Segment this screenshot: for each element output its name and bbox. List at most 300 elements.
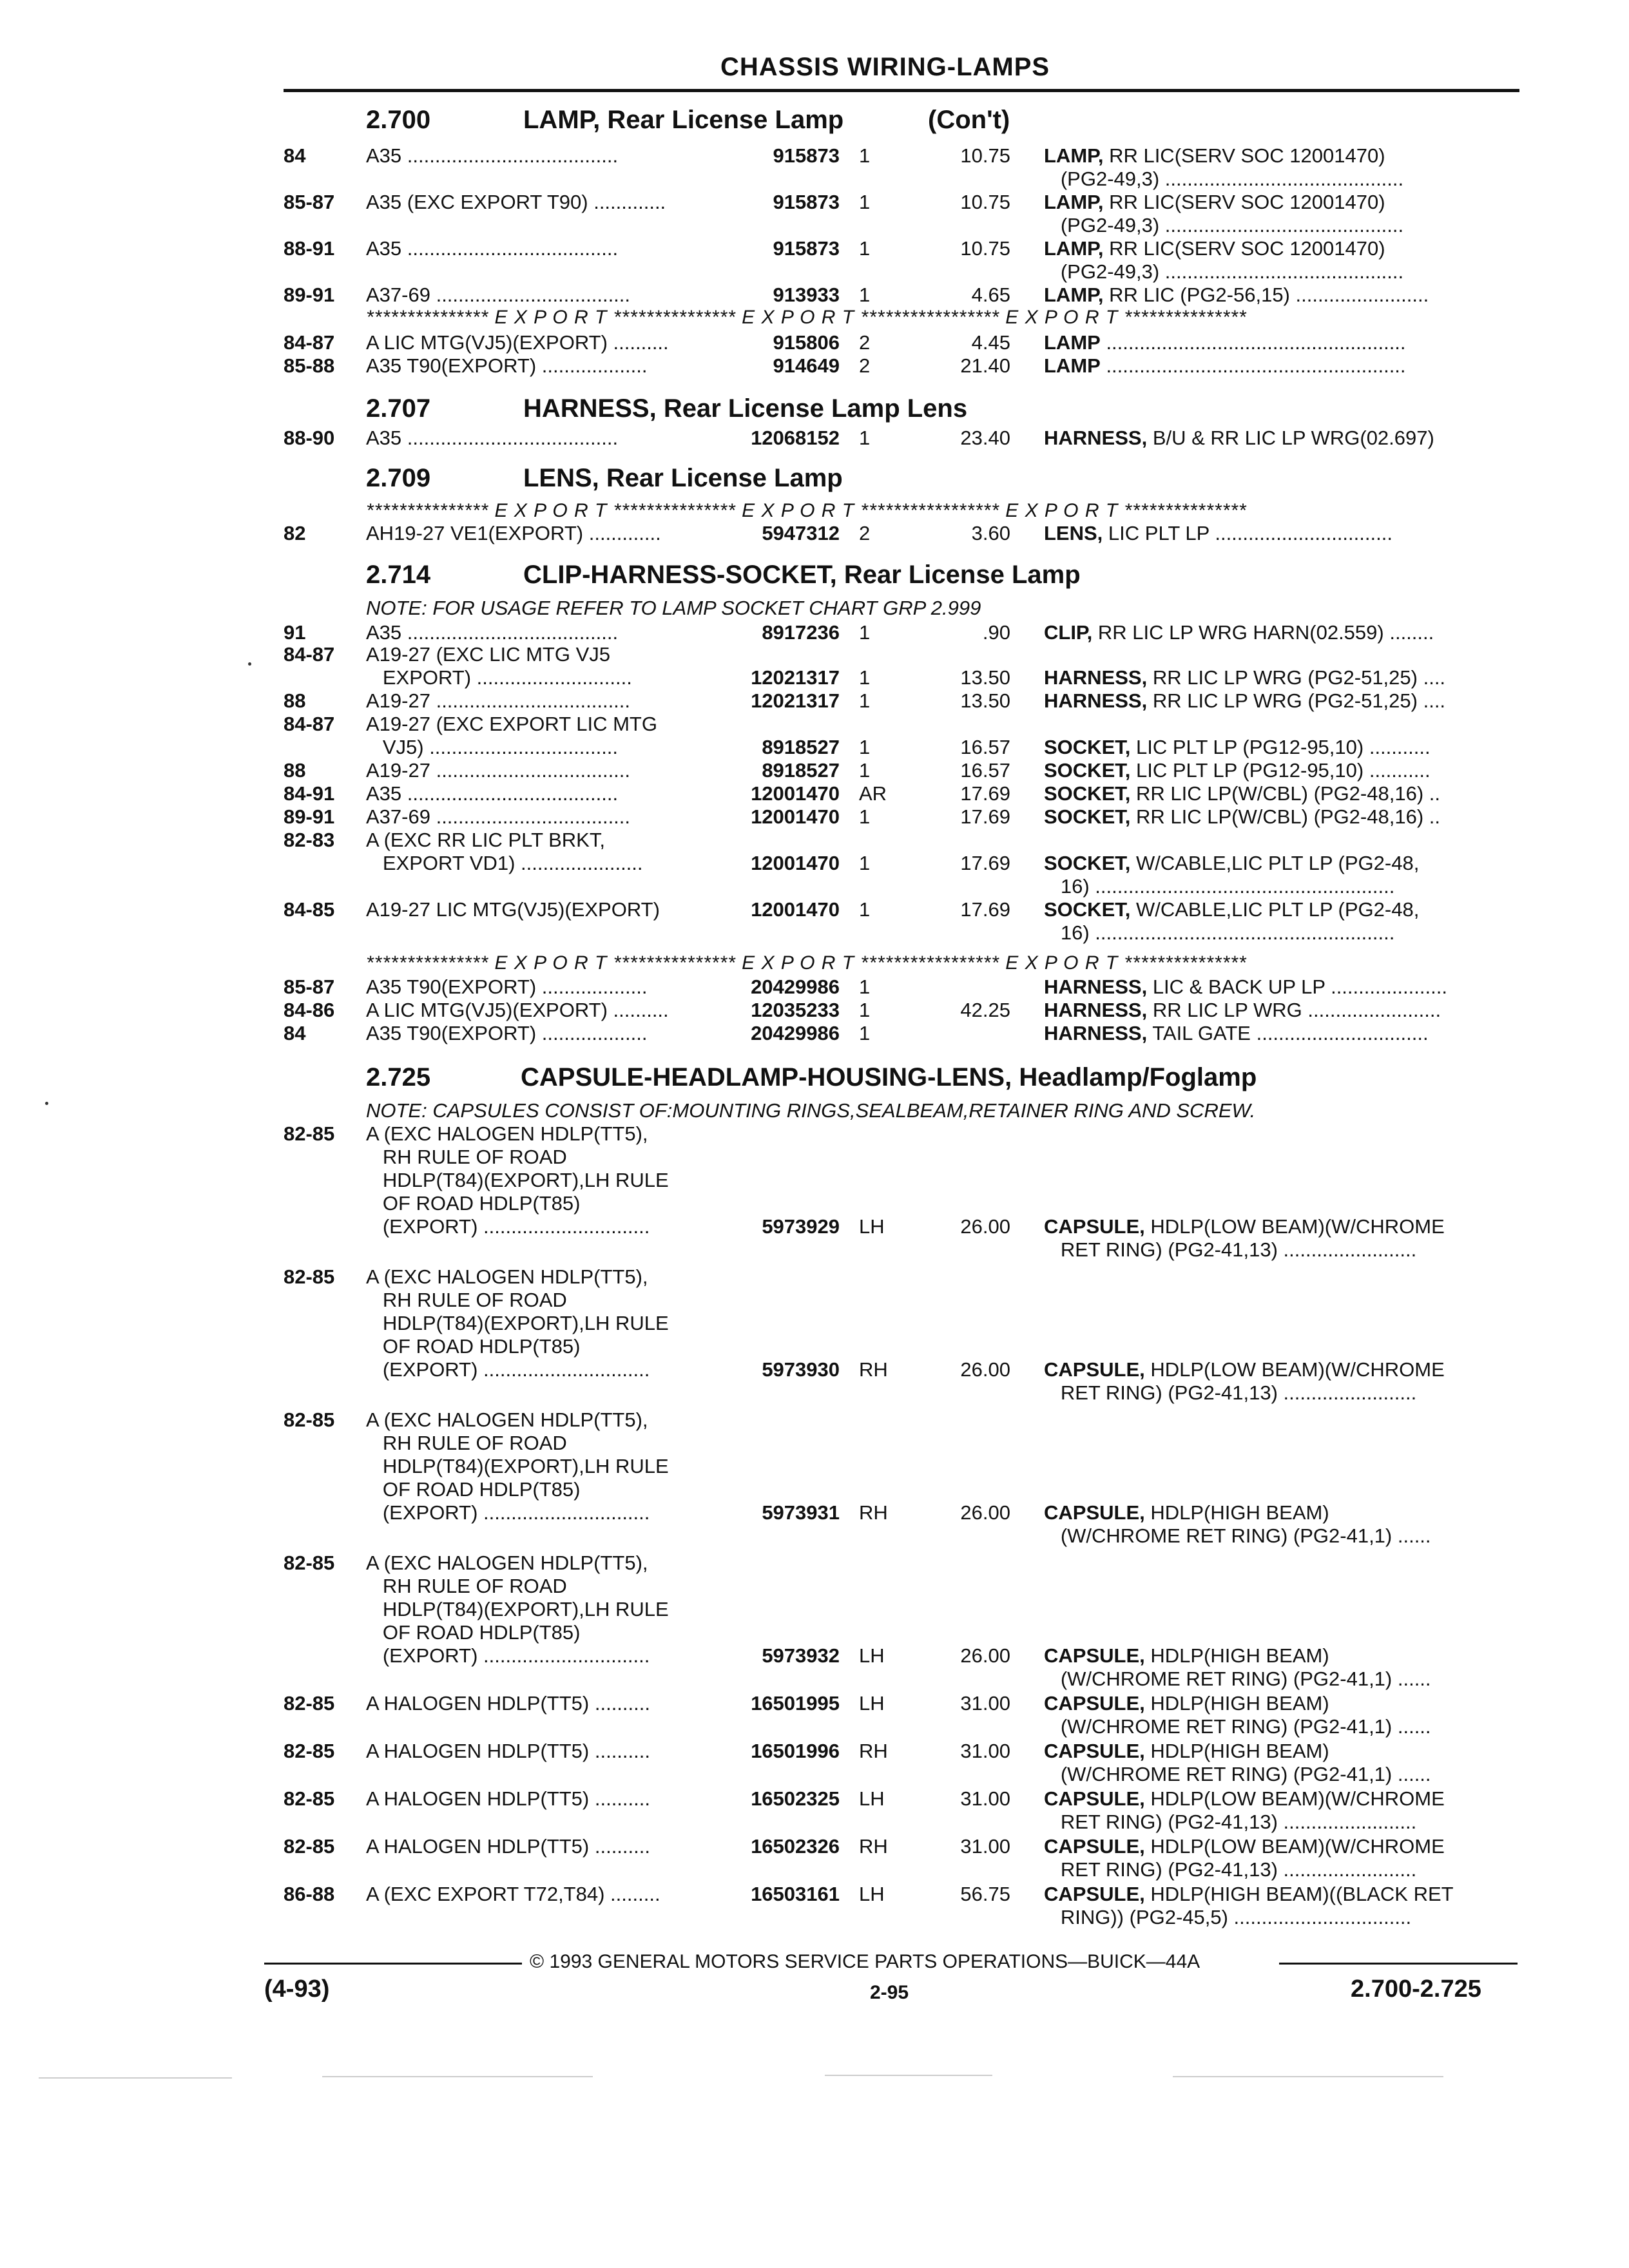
description — [1044, 975, 1514, 999]
model-years: 85-87 — [284, 975, 335, 998]
model-years: 86-88 — [284, 1883, 335, 1905]
part-number: 20429986 — [751, 975, 840, 998]
description — [1044, 1787, 1514, 1811]
description-detail: TAIL GATE ............................... — [1147, 1022, 1429, 1044]
description-noun: LAMP, — [1044, 237, 1104, 260]
quantity: RH — [859, 1740, 888, 1762]
application: RH RULE OF ROAD — [366, 1432, 567, 1454]
description-noun: SOCKET, — [1044, 782, 1131, 805]
part-number: 5947312 — [762, 522, 840, 544]
application: A HALOGEN HDLP(TT5) .......... — [366, 1740, 650, 1762]
quantity: 1 — [859, 666, 871, 689]
description — [1044, 191, 1514, 214]
description-detail: (PG2-49,3) ........................................... — [1044, 168, 1404, 190]
part-number: 5973930 — [762, 1358, 840, 1381]
description-detail: (PG2-49,3) ........................................... — [1044, 214, 1404, 236]
application: VJ5) .................................. — [366, 736, 619, 758]
application: A35 ...................................... — [366, 144, 619, 167]
description — [1044, 875, 1514, 898]
part-number: 16501996 — [751, 1740, 840, 1762]
quantity: LH — [859, 1644, 885, 1667]
part-number: 16503161 — [751, 1883, 840, 1905]
part-number: 5973931 — [762, 1501, 840, 1524]
footer-rule-right — [1279, 1963, 1518, 1965]
description-detail: W/CABLE,LIC PLT LP (PG2-48, — [1130, 852, 1420, 874]
application: A35 ...................................... — [366, 782, 619, 805]
model-years: 82-85 — [284, 1122, 335, 1145]
part-number: 915873 — [773, 191, 840, 213]
description-noun: CAPSULE, — [1044, 1787, 1145, 1810]
page-number: 2-95 — [870, 1982, 909, 2003]
description — [1044, 689, 1514, 713]
part-number: 12035233 — [751, 999, 840, 1021]
description-noun: CAPSULE, — [1044, 1692, 1145, 1715]
price: 42.25 — [960, 999, 1010, 1021]
application: A35 ...................................... — [366, 427, 619, 449]
description-detail: (W/CHROME RET RING) (PG2-41,1) ...... — [1044, 1524, 1431, 1547]
description-detail: HDLP(LOW BEAM)(W/CHROME — [1144, 1787, 1445, 1810]
model-years: 84-87 — [284, 713, 335, 735]
application: A HALOGEN HDLP(TT5) .......... — [366, 1787, 650, 1810]
model-years: 82-85 — [284, 1787, 335, 1810]
application: HDLP(T84)(EXPORT),LH RULE — [366, 1312, 669, 1334]
quantity: 1 — [859, 237, 871, 260]
description — [1044, 1358, 1514, 1381]
price: 17.69 — [960, 805, 1010, 828]
application: RH RULE OF ROAD — [366, 1289, 567, 1311]
description-detail: RR LIC LP(W/CBL) (PG2-48,16) .. — [1130, 782, 1440, 805]
section-number-2700: 2.700 — [366, 106, 431, 134]
part-number: 12021317 — [751, 689, 840, 712]
description — [1044, 168, 1514, 191]
description-detail: ...................................................... — [1100, 331, 1406, 354]
description-detail: RET RING) (PG2-41,13) ........................ — [1044, 1238, 1417, 1261]
description-detail: RR LIC (PG2-56,15) ........................ — [1103, 284, 1429, 306]
export-separator: *************** E X P O R T *************** E X P O R T ***************** E X P O R T *************** — [366, 952, 1247, 974]
application: A35 T90(EXPORT) ................... — [366, 354, 648, 377]
price: 4.45 — [971, 331, 1010, 354]
description — [1044, 999, 1514, 1022]
application: A LIC MTG(VJ5)(EXPORT) .......... — [366, 331, 669, 354]
application: EXPORT) ............................ — [366, 666, 632, 689]
part-number: 12021317 — [751, 666, 840, 689]
model-years: 91 — [284, 621, 306, 644]
part-number: 913933 — [773, 284, 840, 306]
model-years: 84 — [284, 144, 306, 167]
price: 10.75 — [960, 237, 1010, 260]
description-detail: RR LIC(SERV SOC 12001470) — [1103, 237, 1385, 260]
description — [1044, 1501, 1514, 1524]
quantity: 1 — [859, 191, 871, 213]
revision-date: (4-93) — [264, 1975, 330, 2003]
description — [1044, 144, 1514, 168]
description-detail: (PG2-49,3) ........................................... — [1044, 260, 1404, 283]
model-years: 88-90 — [284, 427, 335, 449]
description-detail: HDLP(HIGH BEAM) — [1144, 1501, 1329, 1524]
application: HDLP(T84)(EXPORT),LH RULE — [366, 1598, 669, 1620]
price: 56.75 — [960, 1883, 1010, 1905]
scan-speck — [45, 1102, 48, 1105]
part-number: 20429986 — [751, 1022, 840, 1044]
section-title-2709: LENS, Rear License Lamp — [523, 464, 843, 492]
page-title: CHASSIS WIRING-LAMPS — [720, 53, 1050, 81]
price: 31.00 — [960, 1692, 1010, 1715]
quantity: 1 — [859, 689, 871, 712]
description-detail: RET RING) (PG2-41,13) ........................ — [1044, 1858, 1417, 1881]
quantity: AR — [859, 782, 887, 805]
description-noun: CAPSULE, — [1044, 1644, 1145, 1667]
price: 10.75 — [960, 144, 1010, 167]
part-number: 16501995 — [751, 1692, 840, 1715]
description — [1044, 621, 1514, 644]
model-years: 82-85 — [284, 1835, 335, 1858]
description-detail: HDLP(LOW BEAM)(W/CHROME — [1144, 1835, 1445, 1858]
description — [1044, 666, 1514, 689]
description-noun: SOCKET, — [1044, 852, 1131, 874]
price: 23.40 — [960, 427, 1010, 449]
quantity: RH — [859, 1835, 888, 1858]
section-continued: (Con't) — [928, 106, 1010, 134]
export-separator: *************** E X P O R T *************** E X P O R T ***************** E X P O R T *************** — [366, 307, 1247, 328]
price: 26.00 — [960, 1501, 1010, 1524]
description — [1044, 1883, 1514, 1906]
model-years: 84-91 — [284, 782, 335, 805]
part-number: 5973929 — [762, 1215, 840, 1238]
application: (EXPORT) .............................. — [366, 1644, 650, 1667]
model-years: 82-85 — [284, 1408, 335, 1431]
description-detail: B/U & RR LIC LP WRG(02.697) — [1147, 427, 1434, 449]
quantity: 1 — [859, 284, 871, 306]
description-noun: CAPSULE, — [1044, 1740, 1145, 1762]
part-number: 16502325 — [751, 1787, 840, 1810]
description-detail: RR LIC LP(W/CBL) (PG2-48,16) .. — [1130, 805, 1440, 828]
model-years: 82 — [284, 522, 306, 544]
description-noun: SOCKET, — [1044, 759, 1131, 782]
price: 26.00 — [960, 1358, 1010, 1381]
description-detail: RR LIC LP WRG (PG2-51,25) .... — [1147, 689, 1446, 712]
description-noun: HARNESS, — [1044, 666, 1148, 689]
description-detail: 16) ...................................................... — [1044, 875, 1395, 898]
description-detail: RR LIC(SERV SOC 12001470) — [1103, 144, 1385, 167]
quantity: 1 — [859, 898, 871, 921]
part-number: 914649 — [773, 354, 840, 377]
price: 17.69 — [960, 898, 1010, 921]
copyright-notice: © 1993 GENERAL MOTORS SERVICE PARTS OPERATIONS—BUICK—44A — [530, 1951, 1200, 1972]
description-noun: CAPSULE, — [1044, 1835, 1145, 1858]
description — [1044, 1763, 1514, 1786]
section-title-2714: CLIP-HARNESS-SOCKET, Rear License Lamp — [523, 561, 1081, 589]
scan-speck — [248, 662, 251, 666]
price: 13.50 — [960, 689, 1010, 712]
quantity: LH — [859, 1787, 885, 1810]
footer-rule-left — [264, 1963, 522, 1965]
price: 13.50 — [960, 666, 1010, 689]
model-years: 89-91 — [284, 805, 335, 828]
application: HDLP(T84)(EXPORT),LH RULE — [366, 1169, 669, 1191]
description — [1044, 1858, 1514, 1881]
price: 26.00 — [960, 1215, 1010, 1238]
description-noun: CAPSULE, — [1044, 1215, 1145, 1238]
quantity: 1 — [859, 852, 871, 874]
application: A19-27 ................................... — [366, 689, 631, 712]
description — [1044, 759, 1514, 782]
model-years: 85-87 — [284, 191, 335, 213]
description — [1044, 898, 1514, 921]
description — [1044, 1022, 1514, 1045]
section-number-2707: 2.707 — [366, 394, 431, 423]
description — [1044, 522, 1514, 545]
price: .90 — [982, 621, 1010, 644]
description-detail: HDLP(LOW BEAM)(W/CHROME — [1144, 1358, 1445, 1381]
description — [1044, 284, 1514, 307]
model-years: 84 — [284, 1022, 306, 1044]
price: 26.00 — [960, 1644, 1010, 1667]
application: OF ROAD HDLP(T85) — [366, 1621, 581, 1644]
part-number: 12001470 — [751, 852, 840, 874]
description-noun: CAPSULE, — [1044, 1501, 1145, 1524]
model-years: 82-85 — [284, 1740, 335, 1762]
model-years: 82-85 — [284, 1265, 335, 1288]
application: A35 T90(EXPORT) ................... — [366, 975, 648, 998]
description-detail: HDLP(HIGH BEAM)((BLACK RET — [1144, 1883, 1454, 1905]
application: A37-69 ................................... — [366, 284, 631, 306]
quantity: RH — [859, 1501, 888, 1524]
application: OF ROAD HDLP(T85) — [366, 1335, 581, 1358]
application: A (EXC HALOGEN HDLP(TT5), — [366, 1408, 648, 1431]
description — [1044, 354, 1514, 378]
description-noun: HARNESS, — [1044, 689, 1148, 712]
application: A35 T90(EXPORT) ................... — [366, 1022, 648, 1044]
model-years: 88 — [284, 689, 306, 712]
description-detail: (W/CHROME RET RING) (PG2-41,1) ...... — [1044, 1667, 1431, 1690]
price: 17.69 — [960, 852, 1010, 874]
description — [1044, 1238, 1514, 1262]
application: A HALOGEN HDLP(TT5) .......... — [366, 1692, 650, 1715]
part-number: 8918527 — [762, 736, 840, 758]
description-detail: RR LIC LP WRG (PG2-51,25) .... — [1147, 666, 1446, 689]
description-noun: HARNESS, — [1044, 999, 1148, 1021]
scan-line — [1173, 2076, 1443, 2077]
section-title-2725: CAPSULE-HEADLAMP-HOUSING-LENS, Headlamp/Foglamp — [521, 1063, 1257, 1091]
quantity: RH — [859, 1358, 888, 1381]
description-detail: ...................................................... — [1100, 354, 1406, 377]
description-detail: 16) ...................................................... — [1044, 921, 1395, 944]
part-number: 8918527 — [762, 759, 840, 782]
description-detail: RET RING) (PG2-41,13) ........................ — [1044, 1381, 1417, 1404]
description-detail: LIC PLT LP ................................ — [1103, 522, 1393, 544]
application: (EXPORT) .............................. — [366, 1215, 650, 1238]
section-number-2714: 2.714 — [366, 561, 431, 589]
description — [1044, 1215, 1514, 1238]
application: A HALOGEN HDLP(TT5) .......... — [366, 1835, 650, 1858]
quantity: 2 — [859, 331, 871, 354]
model-years: 88 — [284, 759, 306, 782]
quantity: LH — [859, 1692, 885, 1715]
header-rule — [284, 89, 1519, 92]
quantity: 1 — [859, 975, 871, 998]
part-number: 915806 — [773, 331, 840, 354]
section-number-2709: 2.709 — [366, 464, 431, 492]
description-detail: LIC PLT LP (PG12-95,10) ........... — [1130, 759, 1431, 782]
part-number: 12068152 — [751, 427, 840, 449]
section-title-2700: LAMP, Rear License Lamp — [523, 106, 844, 134]
part-number: 12001470 — [751, 898, 840, 921]
description-noun: CLIP, — [1044, 621, 1093, 644]
description — [1044, 214, 1514, 237]
description-noun: LAMP, — [1044, 144, 1104, 167]
model-years: 84-85 — [284, 898, 335, 921]
description-detail: HDLP(LOW BEAM)(W/CHROME — [1144, 1215, 1445, 1238]
quantity: 1 — [859, 759, 871, 782]
application: A19-27 LIC MTG(VJ5)(EXPORT) — [366, 898, 660, 921]
description-detail: W/CABLE,LIC PLT LP (PG2-48, — [1130, 898, 1420, 921]
description-noun: LAMP, — [1044, 284, 1104, 306]
description-noun: HARNESS, — [1044, 427, 1148, 449]
export-separator: *************** E X P O R T *************** E X P O R T ***************** E X P O R T *************** — [366, 500, 1247, 521]
description — [1044, 1692, 1514, 1715]
price: 31.00 — [960, 1787, 1010, 1810]
price: 3.60 — [971, 522, 1010, 544]
model-years: 88-91 — [284, 237, 335, 260]
scan-line — [39, 2077, 232, 2079]
quantity: 2 — [859, 354, 871, 377]
description — [1044, 1835, 1514, 1858]
description-noun: LENS, — [1044, 522, 1103, 544]
application: A (EXC HALOGEN HDLP(TT5), — [366, 1122, 648, 1145]
model-years: 84-87 — [284, 643, 335, 666]
description-noun: SOCKET, — [1044, 805, 1131, 828]
price: 10.75 — [960, 191, 1010, 213]
application: A LIC MTG(VJ5)(EXPORT) .......... — [366, 999, 669, 1021]
application: OF ROAD HDLP(T85) — [366, 1192, 581, 1215]
description-noun: LAMP — [1044, 331, 1101, 354]
description-detail: (W/CHROME RET RING) (PG2-41,1) ...... — [1044, 1715, 1431, 1738]
description-detail: HDLP(HIGH BEAM) — [1144, 1644, 1329, 1667]
quantity: LH — [859, 1883, 885, 1905]
quantity: 1 — [859, 427, 871, 449]
application: A35 (EXC EXPORT T90) ............. — [366, 191, 666, 213]
description-noun: CAPSULE, — [1044, 1358, 1145, 1381]
quantity: 1 — [859, 144, 871, 167]
description — [1044, 331, 1514, 354]
description — [1044, 736, 1514, 759]
section-note-2714: NOTE: FOR USAGE REFER TO LAMP SOCKET CHART GRP 2.999 — [366, 597, 981, 619]
description-noun: SOCKET, — [1044, 736, 1131, 758]
description-noun: CAPSULE, — [1044, 1883, 1145, 1905]
application: HDLP(T84)(EXPORT),LH RULE — [366, 1455, 669, 1477]
description-detail: HDLP(HIGH BEAM) — [1144, 1692, 1329, 1715]
section-note-2725: NOTE: CAPSULES CONSIST OF:MOUNTING RINGS,SEALBEAM,RETAINER RING AND SCREW. — [366, 1099, 1256, 1122]
quantity: 1 — [859, 736, 871, 758]
price: 4.65 — [971, 284, 1010, 306]
part-number: 915873 — [773, 237, 840, 260]
part-number: 12001470 — [751, 782, 840, 805]
description — [1044, 921, 1514, 945]
model-years: 82-85 — [284, 1692, 335, 1715]
model-years: 84-87 — [284, 331, 335, 354]
application: A (EXC HALOGEN HDLP(TT5), — [366, 1552, 648, 1574]
application: A37-69 ................................... — [366, 805, 631, 828]
description-detail: RET RING) (PG2-41,13) ........................ — [1044, 1811, 1417, 1833]
application: A (EXC EXPORT T72,T84) ......... — [366, 1883, 660, 1905]
description — [1044, 1906, 1514, 1929]
description — [1044, 1740, 1514, 1763]
application: OF ROAD HDLP(T85) — [366, 1478, 581, 1501]
model-years: 82-83 — [284, 829, 335, 851]
description — [1044, 1644, 1514, 1667]
part-number: 16502326 — [751, 1835, 840, 1858]
part-number: 915873 — [773, 144, 840, 167]
description — [1044, 805, 1514, 829]
price: 31.00 — [960, 1835, 1010, 1858]
quantity: 1 — [859, 999, 871, 1021]
description-detail: RR LIC(SERV SOC 12001470) — [1103, 191, 1385, 213]
description-detail: LIC & BACK UP LP ..................... — [1147, 975, 1447, 998]
scan-line — [322, 2076, 593, 2077]
section-number-2725: 2.725 — [366, 1063, 431, 1091]
price: 31.00 — [960, 1740, 1010, 1762]
description-detail: RING)) (PG2-45,5) ................................ — [1044, 1906, 1412, 1928]
application: EXPORT VD1) ...................... — [366, 852, 643, 874]
description-detail: RR LIC LP WRG HARN(02.559) ........ — [1092, 621, 1434, 644]
part-number: 12001470 — [751, 805, 840, 828]
application: A (EXC HALOGEN HDLP(TT5), — [366, 1265, 648, 1288]
application: A19-27 (EXC LIC MTG VJ5 — [366, 643, 611, 666]
description-detail: RR LIC LP WRG ........................ — [1147, 999, 1441, 1021]
application: RH RULE OF ROAD — [366, 1146, 567, 1168]
price: 21.40 — [960, 354, 1010, 377]
description — [1044, 852, 1514, 875]
description-noun: HARNESS, — [1044, 1022, 1148, 1044]
description-detail: (W/CHROME RET RING) (PG2-41,1) ...... — [1044, 1763, 1431, 1785]
model-years: 85-88 — [284, 354, 335, 377]
quantity: 1 — [859, 805, 871, 828]
part-number: 8917236 — [762, 621, 840, 644]
description-noun: SOCKET, — [1044, 898, 1131, 921]
quantity: 1 — [859, 1022, 871, 1044]
quantity: LH — [859, 1215, 885, 1238]
description — [1044, 1715, 1514, 1738]
description-noun: LAMP — [1044, 354, 1101, 377]
application: A35 ...................................... — [366, 621, 619, 644]
scan-line — [825, 2075, 992, 2076]
description — [1044, 1524, 1514, 1548]
description — [1044, 1667, 1514, 1691]
model-years: 82-85 — [284, 1552, 335, 1574]
model-years: 84-86 — [284, 999, 335, 1021]
quantity: 2 — [859, 522, 871, 544]
application: A19-27 ................................... — [366, 759, 631, 782]
part-number: 5973932 — [762, 1644, 840, 1667]
quantity: 1 — [859, 621, 871, 644]
description-detail: LIC PLT LP (PG12-95,10) ........... — [1130, 736, 1431, 758]
description — [1044, 427, 1514, 450]
price: 16.57 — [960, 759, 1010, 782]
section-title-2707: HARNESS, Rear License Lamp Lens — [523, 394, 968, 423]
price: 16.57 — [960, 736, 1010, 758]
application: A35 ...................................... — [366, 237, 619, 260]
application: A (EXC RR LIC PLT BRKT, — [366, 829, 605, 851]
model-years: 89-91 — [284, 284, 335, 306]
price: 17.69 — [960, 782, 1010, 805]
description — [1044, 1381, 1514, 1405]
application: (EXPORT) .............................. — [366, 1358, 650, 1381]
description-detail: HDLP(HIGH BEAM) — [1144, 1740, 1329, 1762]
description-noun: HARNESS, — [1044, 975, 1148, 998]
description — [1044, 260, 1514, 284]
description — [1044, 1811, 1514, 1834]
application: A19-27 (EXC EXPORT LIC MTG — [366, 713, 657, 735]
